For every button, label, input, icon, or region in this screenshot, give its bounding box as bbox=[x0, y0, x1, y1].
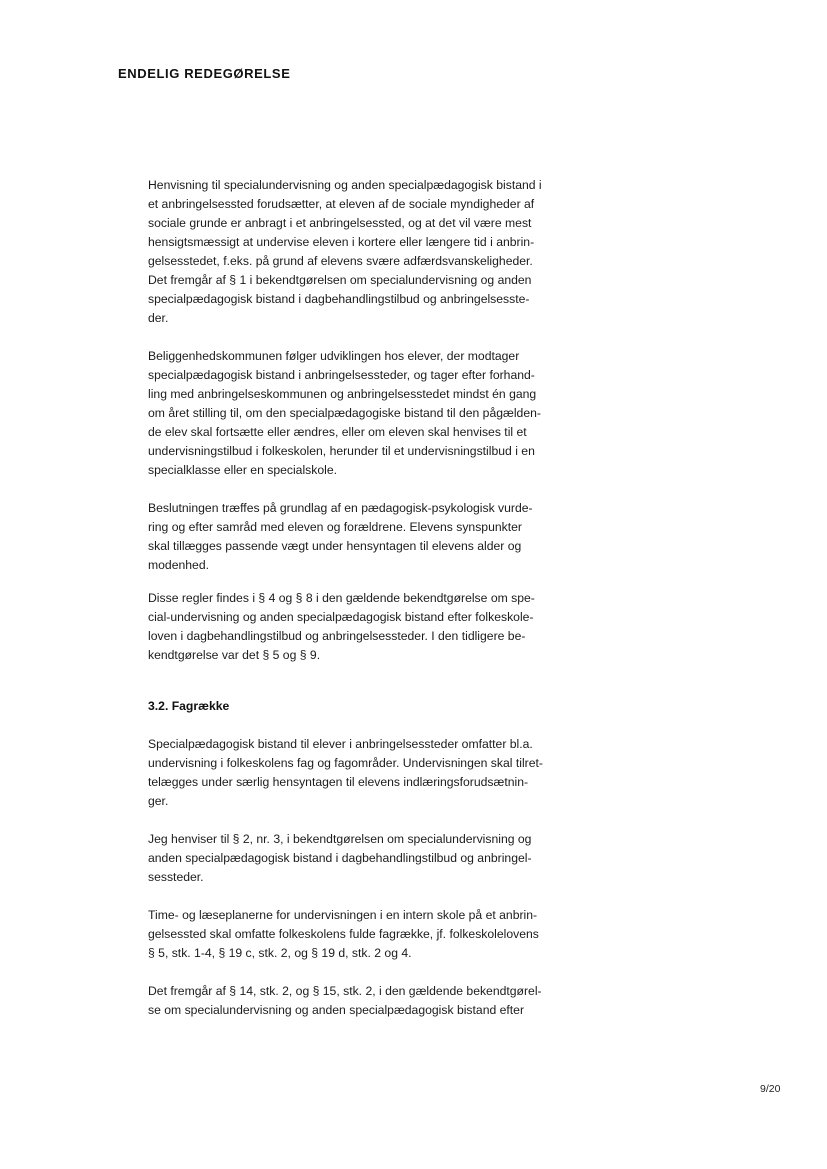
text-line: kendtgørelse var det § 5 og § 9. bbox=[148, 648, 321, 662]
text-line: der. bbox=[148, 311, 169, 325]
text-line: Det fremgår af § 1 i bekendtgørelsen om specialundervisning og anden bbox=[148, 273, 532, 287]
text-line: undervisningstilbud i folkeskolen, herunder til et undervisningstilbud i en bbox=[148, 444, 535, 458]
paragraph-timetables bbox=[148, 906, 588, 963]
text-line: ring og efter samråd med eleven og forældrene. Elevens synspunkter bbox=[148, 520, 522, 534]
text-line: cial-undervisning og anden specialpædagogisk bistand efter folkeskole- bbox=[148, 610, 534, 624]
section-heading: 3.2. Fagrække bbox=[148, 699, 230, 713]
text-line: om året stilling til, om den specialpædagogiske bistand til den pågælden- bbox=[148, 406, 541, 420]
text-line: sessteder. bbox=[148, 870, 204, 884]
text-line: anden specialpædagogisk bistand i dagbehandlingstilbud og anbringel- bbox=[148, 851, 532, 865]
paragraph-subjects bbox=[148, 735, 588, 811]
text-line: ger. bbox=[148, 794, 169, 808]
text-line: Time- og læseplanerne for undervisningen i en intern skole på et anbrin- bbox=[148, 908, 538, 922]
text-line: Det fremgår af § 14, stk. 2, og § 15, stk. 2, i den gældende bekendtgørel- bbox=[148, 984, 542, 998]
text-line: et anbringelsessted forudsætter, at eleven af de sociale myndigheder af bbox=[148, 197, 535, 211]
text-line: undervisning i folkeskolens fag og fagområder. Undervisningen skal tilret- bbox=[148, 756, 543, 770]
text-line: gelsessted skal omfatte folkeskolens fulde fagrække, jf. folkeskolelovens bbox=[148, 927, 539, 941]
page-number: 9/20 bbox=[760, 1083, 781, 1095]
text-line: § 5, stk. 1-4, § 19 c, stk. 2, og § 19 d, stk. 2 og 4. bbox=[148, 946, 412, 960]
text-line: se om specialundervisning og anden specialpædagogisk bistand efter bbox=[148, 1003, 525, 1017]
text-line: specialpædagogisk bistand i anbringelsessteder, og tager efter forhand- bbox=[148, 368, 535, 382]
text-line: Specialpædagogisk bistand til elever i anbringelsessteder omfatter bl.a. bbox=[148, 737, 533, 751]
text-line: ling med anbringelseskommunen og anbringelsesstedet mindst én gang bbox=[148, 387, 537, 401]
text-line: loven i dagbehandlingstilbud og anbringelsessteder. I den tidligere be- bbox=[148, 629, 526, 643]
paragraph-reference bbox=[148, 830, 588, 887]
paragraph-regulation bbox=[148, 982, 588, 1020]
text-line: Disse regler findes i § 4 og § 8 i den gældende bekendtgørelse om spe- bbox=[148, 591, 535, 605]
text-line: Beslutningen træffes på grundlag af en pædagogisk-psykologisk vurde- bbox=[148, 501, 533, 515]
text-line: Beliggenhedskommunen følger udviklingen hos elever, der modtager bbox=[148, 349, 520, 363]
text-line: hensigtsmæssigt at undervise eleven i kortere eller længere tid i anbrin- bbox=[148, 235, 535, 249]
text-line: gelsesstedet, f.eks. på grund af elevens svære adfærdsvanskeligheder. bbox=[148, 254, 533, 268]
text-line: specialpædagogisk bistand i dagbehandlingstilbud og anbringelsesste- bbox=[148, 292, 530, 306]
text-line: Jeg henviser til § 2, nr. 3, i bekendtgørelsen om specialundervisning og bbox=[148, 832, 532, 846]
document-header-title: ENDELIG REDEGØRELSE bbox=[118, 66, 291, 81]
text-line: skal tillægges passende vægt under hensyntagen til elevens alder og bbox=[148, 539, 522, 553]
text-line: specialklasse eller en specialskole. bbox=[148, 463, 338, 477]
text-line: sociale grunde er anbragt i et anbringelsessted, og at det vil være mest bbox=[148, 216, 532, 230]
document-body bbox=[148, 176, 588, 1020]
text-line: de elev skal fortsætte eller ændres, eller om eleven skal henvises til et bbox=[148, 425, 527, 439]
text-line: modenhed. bbox=[148, 558, 209, 572]
paragraph-rules bbox=[148, 589, 588, 665]
paragraph-decision bbox=[148, 499, 588, 575]
text-line: telægges under særlig hensyntagen til elevens indlæringsforudsætnin- bbox=[148, 775, 529, 789]
text-line: Henvisning til specialundervisning og anden specialpædagogisk bistand i bbox=[148, 178, 542, 192]
paragraph-follow-up bbox=[148, 347, 588, 480]
paragraph-referral bbox=[148, 176, 588, 328]
